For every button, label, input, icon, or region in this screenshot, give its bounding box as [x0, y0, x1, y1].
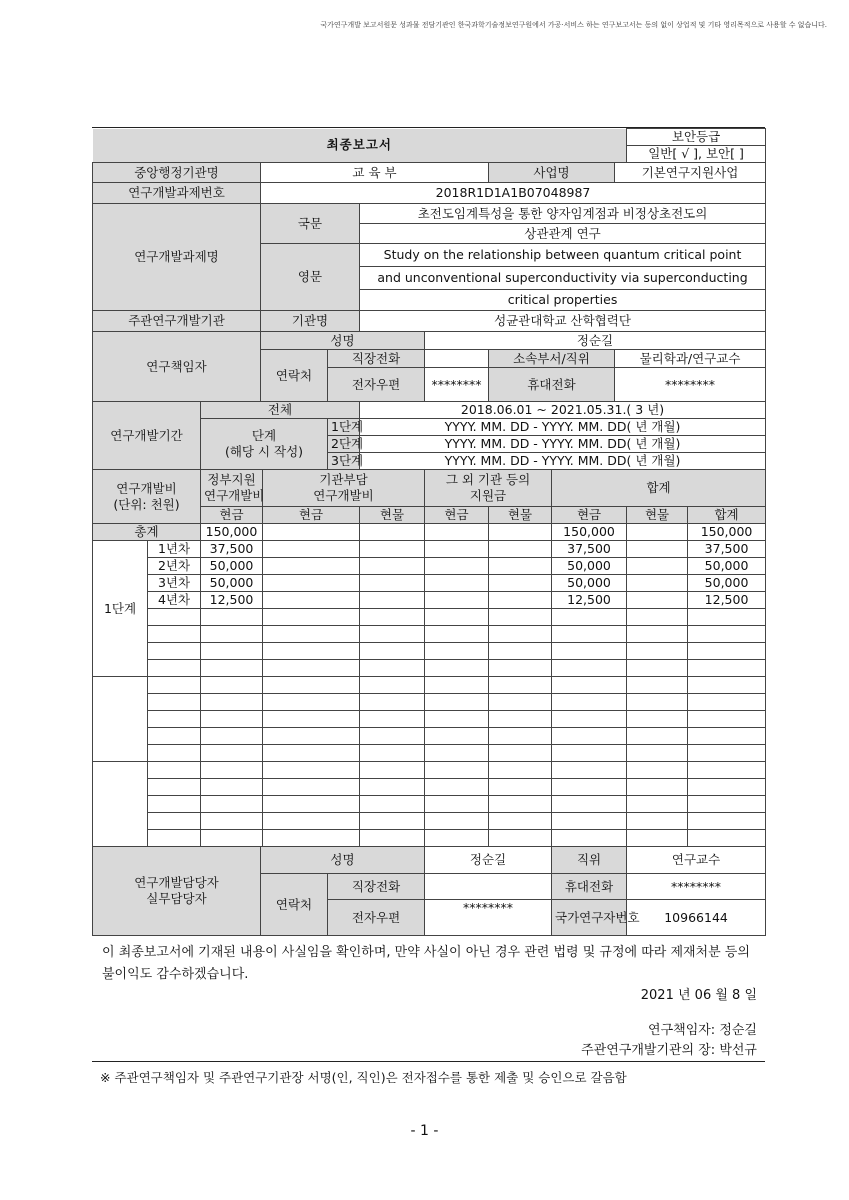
stage-3-label: 3단계	[328, 453, 360, 470]
program-label: 사업명	[489, 163, 615, 183]
pi-mobile: ********	[615, 368, 766, 402]
inst-inkind-header: 현물	[360, 507, 425, 524]
manager-position-label: 직위	[552, 847, 627, 874]
period-total: 2018.06.01 ~ 2021.05.31.( 3 년)	[360, 402, 766, 419]
pi-label: 연구책임자	[93, 332, 261, 402]
manager-label	[93, 847, 261, 936]
manager-name-label: 성명	[261, 847, 425, 874]
korean-title-line-2: 상관관계 연구	[360, 224, 766, 244]
bottom-rule	[92, 1061, 765, 1062]
year-sum-total: 50,000	[688, 575, 766, 592]
budget-year-row	[93, 813, 766, 830]
signing-date: 2021 년 06 월 8 일	[640, 988, 757, 1003]
other-header-line-2: 지원금	[469, 488, 507, 503]
stage-1-period: YYYY. MM. DD - YYYY. MM. DD( 년 개월)	[360, 419, 766, 436]
stage-2-budget-label	[93, 677, 148, 762]
budget-label	[93, 470, 201, 524]
declaration-text: 이 최종보고서에 기재된 내용이 사실임을 확인하며, 만약 사실이 아닌 경우 관련 법령 및 규정에 따라 제재처분 등의 불이익도 감수하겠습니다.	[102, 945, 750, 982]
pi-work-phone-label: 직장전화	[328, 350, 425, 368]
stage-2-label: 2단계	[328, 436, 360, 453]
stage-label	[201, 419, 328, 470]
institution-name-label: 기관명	[261, 311, 360, 332]
manager-label-line-2: 실무담당자	[146, 891, 207, 906]
pi-signature-line: 연구책임자: 정순길	[648, 1023, 757, 1038]
project-title-label: 연구개발과제명	[93, 204, 261, 311]
pi-contact-label: 연락처	[261, 350, 328, 402]
year-label: 1년차	[148, 541, 201, 558]
pi-name: 정순길	[425, 332, 766, 350]
ministry-label: 중앙행정기관명	[93, 163, 261, 183]
year-sum-cash: 50,000	[552, 575, 627, 592]
english-title-label: 영문	[261, 244, 360, 311]
manager-mobile-label: 휴대전화	[552, 874, 627, 900]
budget-year-row	[93, 592, 766, 609]
year-sum-total: 37,500	[688, 541, 766, 558]
sum-total-header: 합계	[688, 507, 766, 524]
budget-year-row	[93, 660, 766, 677]
report-cover-form	[92, 128, 766, 936]
year-label: 3년차	[148, 575, 201, 592]
pi-dept-label: 소속부서/직위	[489, 350, 615, 368]
other-header	[425, 470, 552, 507]
pi-email-label: 전자우편	[328, 368, 425, 402]
budget-year-row	[93, 762, 766, 779]
researcher-no-label: 국가연구자번호	[552, 900, 627, 936]
year-gov-cash: 50,000	[201, 575, 263, 592]
budget-year-rows	[93, 541, 766, 847]
budget-year-row	[93, 575, 766, 592]
stage-1-budget-label: 1단계	[93, 541, 148, 677]
other-cash-header: 현금	[425, 507, 489, 524]
inst-header-line-2: 연구개발비	[313, 488, 374, 503]
budget-year-row	[93, 745, 766, 762]
year-label: 4년차	[148, 592, 201, 609]
pi-email: ********	[425, 368, 489, 402]
institution-label: 주관연구개발기관	[93, 311, 261, 332]
stage-2-period: YYYY. MM. DD - YYYY. MM. DD( 년 개월)	[360, 436, 766, 453]
gov-header-line-2: 연구개발비	[204, 488, 265, 503]
manager-label-line-1: 연구개발담당자	[134, 875, 219, 890]
ministry-name: 교 육 부	[261, 163, 489, 183]
year-sum-total: 12,500	[688, 592, 766, 609]
manager-mobile: ********	[627, 874, 766, 900]
korean-title-label: 국문	[261, 204, 360, 244]
budget-year-row	[93, 677, 766, 694]
korean-title-line-1: 초전도임계특성을 통한 양자임계점과 비정상초전도의	[360, 204, 766, 224]
budget-year-row	[93, 694, 766, 711]
manager-contact-label: 연락처	[261, 874, 328, 936]
head-signature-line: 주관연구개발기관의 장: 박선규	[581, 1043, 757, 1058]
budget-year-row	[93, 643, 766, 660]
project-no-label: 연구개발과제번호	[93, 183, 261, 204]
usage-notice: 국가연구개발 보고서원문 성과물 전담기관인 한국과학기술정보연구원에서 가공·서비스 하는 연구보고서는 동의 없이 상업적 및 기타 영리목적으로 사용할 수 없습니다.	[320, 21, 827, 29]
inst-header	[263, 470, 425, 507]
sum-header: 합계	[552, 470, 766, 507]
budget-year-row	[93, 830, 766, 847]
security-label: 보안등급	[627, 129, 766, 146]
report-title: 최종보고서	[93, 129, 627, 163]
year-sum-cash: 12,500	[552, 592, 627, 609]
researcher-no: 10966144	[627, 900, 766, 936]
year-gov-cash: 50,000	[201, 558, 263, 575]
english-title-line-2: and unconventional superconductivity via superconducting	[360, 267, 766, 290]
total-gov-cash: 150,000	[201, 524, 263, 541]
manager-position: 연구교수	[627, 847, 766, 874]
period-label: 연구개발기간	[93, 402, 201, 470]
page-number: - 1 -	[410, 1123, 439, 1139]
manager-email-label: 전자우편	[328, 900, 425, 936]
security-level: 일반[ √ ], 보안[ ]	[627, 146, 766, 163]
project-no: 2018R1D1A1B07048987	[261, 183, 766, 204]
gov-header	[201, 470, 263, 507]
manager-name: 정순길	[425, 847, 552, 874]
pi-work-phone	[425, 350, 489, 368]
manager-email: ********	[425, 900, 552, 936]
budget-year-row	[93, 779, 766, 796]
year-label: 2년차	[148, 558, 201, 575]
manager-work-phone-label: 직장전화	[328, 874, 425, 900]
budget-year-row	[93, 609, 766, 626]
stage-label-line-1: 단계	[251, 428, 277, 443]
manager-work-phone	[425, 874, 552, 900]
institution-name: 성균관대학교 산학협력단	[360, 311, 766, 332]
stage-label-line-2: (해당 시 작성)	[224, 444, 304, 459]
english-title-line-3: critical properties	[360, 290, 766, 311]
sum-inkind-header: 현물	[627, 507, 688, 524]
year-sum-total: 50,000	[688, 558, 766, 575]
budget-year-row	[93, 558, 766, 575]
footnote: ※ 주관연구책임자 및 주관연구기관장 서명(인, 직인)은 전자접수를 통한 제출 및 승인으로 갈음함	[100, 1070, 627, 1085]
other-header-line-1: 그 외 기관 등의	[445, 472, 531, 487]
budget-year-row	[93, 541, 766, 558]
program-name: 기본연구지원사업	[615, 163, 766, 183]
stage-3-budget-label	[93, 762, 148, 847]
pi-mobile-label: 휴대전화	[489, 368, 615, 402]
year-sum-cash: 37,500	[552, 541, 627, 558]
gov-cash-header: 현금	[201, 507, 263, 524]
year-gov-cash: 37,500	[201, 541, 263, 558]
english-title-line-1: Study on the relationship between quantum critical point	[360, 244, 766, 267]
year-sum-cash: 50,000	[552, 558, 627, 575]
pi-name-label: 성명	[261, 332, 425, 350]
period-total-label: 전체	[201, 402, 360, 419]
total-row-label: 총계	[93, 524, 201, 541]
budget-year-row	[93, 626, 766, 643]
budget-unit: (단위: 천원)	[113, 496, 180, 512]
gov-header-line-1: 정부지원	[207, 472, 256, 487]
inst-header-line-1: 기관부담	[319, 472, 368, 487]
budget-year-row	[93, 796, 766, 813]
stage-3-period: YYYY. MM. DD - YYYY. MM. DD( 년 개월)	[360, 453, 766, 470]
total-sum-cash: 150,000	[552, 524, 627, 541]
sum-cash-header: 현금	[552, 507, 627, 524]
budget-label-line-1: 연구개발비	[116, 480, 177, 496]
inst-cash-header: 현금	[263, 507, 360, 524]
stage-1-label: 1단계	[328, 419, 360, 436]
budget-year-row	[93, 728, 766, 745]
year-gov-cash: 12,500	[201, 592, 263, 609]
pi-dept: 물리학과/연구교수	[615, 350, 766, 368]
total-sum-total: 150,000	[688, 524, 766, 541]
budget-year-row	[93, 711, 766, 728]
other-inkind-header: 현물	[489, 507, 552, 524]
